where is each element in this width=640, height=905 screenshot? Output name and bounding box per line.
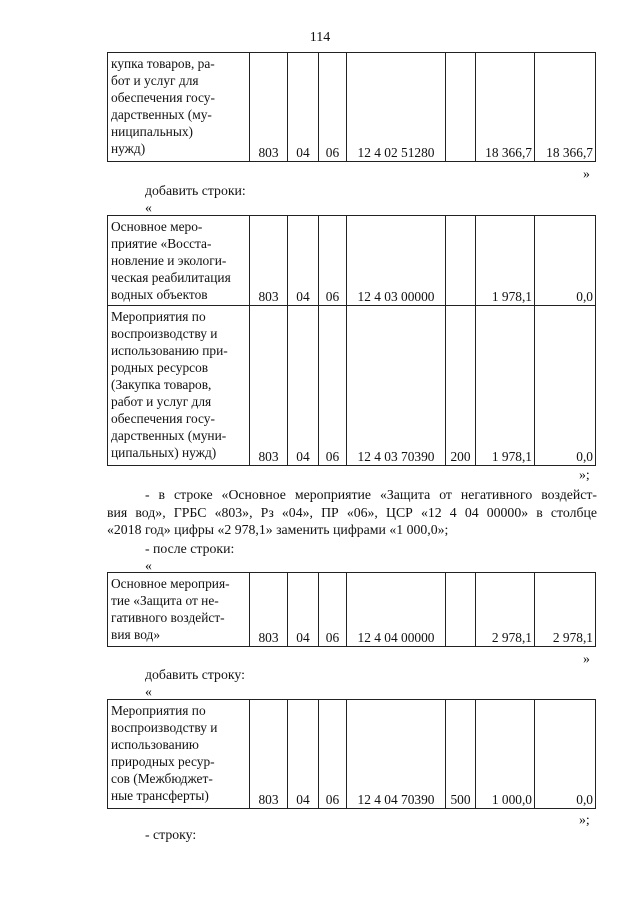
vr-cell: 200 xyxy=(446,306,476,466)
opening-quote: « xyxy=(145,558,152,573)
closing-quote: »; xyxy=(579,812,590,827)
sum-2018-cell: 1 000,0 xyxy=(476,700,535,809)
grbs-cell: 803 xyxy=(250,53,288,162)
budget-table-1 xyxy=(107,52,596,162)
vr-cell xyxy=(446,53,476,162)
grbs-cell: 803 xyxy=(250,573,288,647)
vr-cell xyxy=(446,573,476,647)
budget-table-3 xyxy=(107,572,596,647)
csr-cell: 12 4 03 70390 xyxy=(347,306,446,466)
csr-cell: 12 4 04 70390 xyxy=(347,700,446,809)
closing-quote: » xyxy=(583,166,590,181)
amendment-paragraph xyxy=(107,486,597,539)
table-1-block xyxy=(107,52,596,162)
paragraph-line: «2018 год» цифры «2 978,1» заменить цифрами «1 000,0»; xyxy=(107,522,449,537)
grbs-cell: 803 xyxy=(250,700,288,809)
after-row-label: - после строки: xyxy=(145,541,235,556)
sum-2019-cell: 0,0 xyxy=(535,216,596,306)
table-2-block xyxy=(107,215,596,466)
sum-2019-cell: 2 978,1 xyxy=(535,573,596,647)
paragraph-line: - в строке «Основное мероприятие «Защита от негативного воздейст- xyxy=(145,487,597,502)
sum-2018-cell: 1 978,1 xyxy=(476,306,535,466)
table-row xyxy=(108,700,596,809)
vr-cell xyxy=(446,216,476,306)
table-row xyxy=(108,216,596,306)
closing-quote: » xyxy=(583,651,590,666)
row-name: Мероприятия по воспроизводству и использованию природных ресур- сов (Межбюджет- ные трансферты) xyxy=(108,700,250,809)
table-row xyxy=(108,573,596,647)
rz-cell: 04 xyxy=(288,216,319,306)
rz-cell: 04 xyxy=(288,573,319,647)
sum-2019-cell: 0,0 xyxy=(535,700,596,809)
sum-2019-cell: 0,0 xyxy=(535,306,596,466)
sum-2018-cell: 1 978,1 xyxy=(476,216,535,306)
csr-cell: 12 4 03 00000 xyxy=(347,216,446,306)
budget-table-2 xyxy=(107,215,596,466)
sum-2018-cell: 2 978,1 xyxy=(476,573,535,647)
opening-quote: « xyxy=(145,200,152,215)
csr-cell: 12 4 02 51280 xyxy=(347,53,446,162)
row-name: Основное меро- приятие «Восста- новление и экологи- ческая реабилитация водных объектов xyxy=(108,216,250,306)
pr-cell: 06 xyxy=(319,700,347,809)
row-label: - строку: xyxy=(145,827,197,842)
pr-cell: 06 xyxy=(319,53,347,162)
row-name: Мероприятия по воспроизводству и использованию при- родных ресурсов (Закупка товаров, работ и услуг для обеспечения госу- дарственных (муни- ципальных) нужд) xyxy=(108,306,250,466)
table-4-block xyxy=(107,699,596,809)
row-name: купка товаров, ра- бот и услуг для обеспечения госу- дарственных (му- ниципальных) нужд) xyxy=(108,53,250,162)
vr-cell: 500 xyxy=(446,700,476,809)
rz-cell: 04 xyxy=(288,53,319,162)
pr-cell: 06 xyxy=(319,573,347,647)
rz-cell: 04 xyxy=(288,306,319,466)
sum-2018-cell: 18 366,7 xyxy=(476,53,535,162)
paragraph-line: вия вод», ГРБС «803», Рз «04», ПР «06», ЦСР «12 4 04 00000» в столбце xyxy=(107,504,597,520)
table-row xyxy=(108,306,596,466)
add-row-label: добавить строку: xyxy=(145,667,245,682)
csr-cell: 12 4 04 00000 xyxy=(347,573,446,647)
grbs-cell: 803 xyxy=(250,306,288,466)
budget-table-4 xyxy=(107,699,596,809)
pr-cell: 06 xyxy=(319,306,347,466)
page-number: 114 xyxy=(309,30,331,45)
grbs-cell: 803 xyxy=(250,216,288,306)
closing-quote: »; xyxy=(579,467,590,482)
rz-cell: 04 xyxy=(288,700,319,809)
sum-2019-cell: 18 366,7 xyxy=(535,53,596,162)
row-name: Основное мероприя- тие «Защита от не- гативного воздейст- вия вод» xyxy=(108,573,250,647)
table-3-block xyxy=(107,572,596,647)
pr-cell: 06 xyxy=(319,216,347,306)
table-row xyxy=(108,53,596,162)
opening-quote: « xyxy=(145,684,152,699)
add-rows-label: добавить строки: xyxy=(145,183,246,198)
